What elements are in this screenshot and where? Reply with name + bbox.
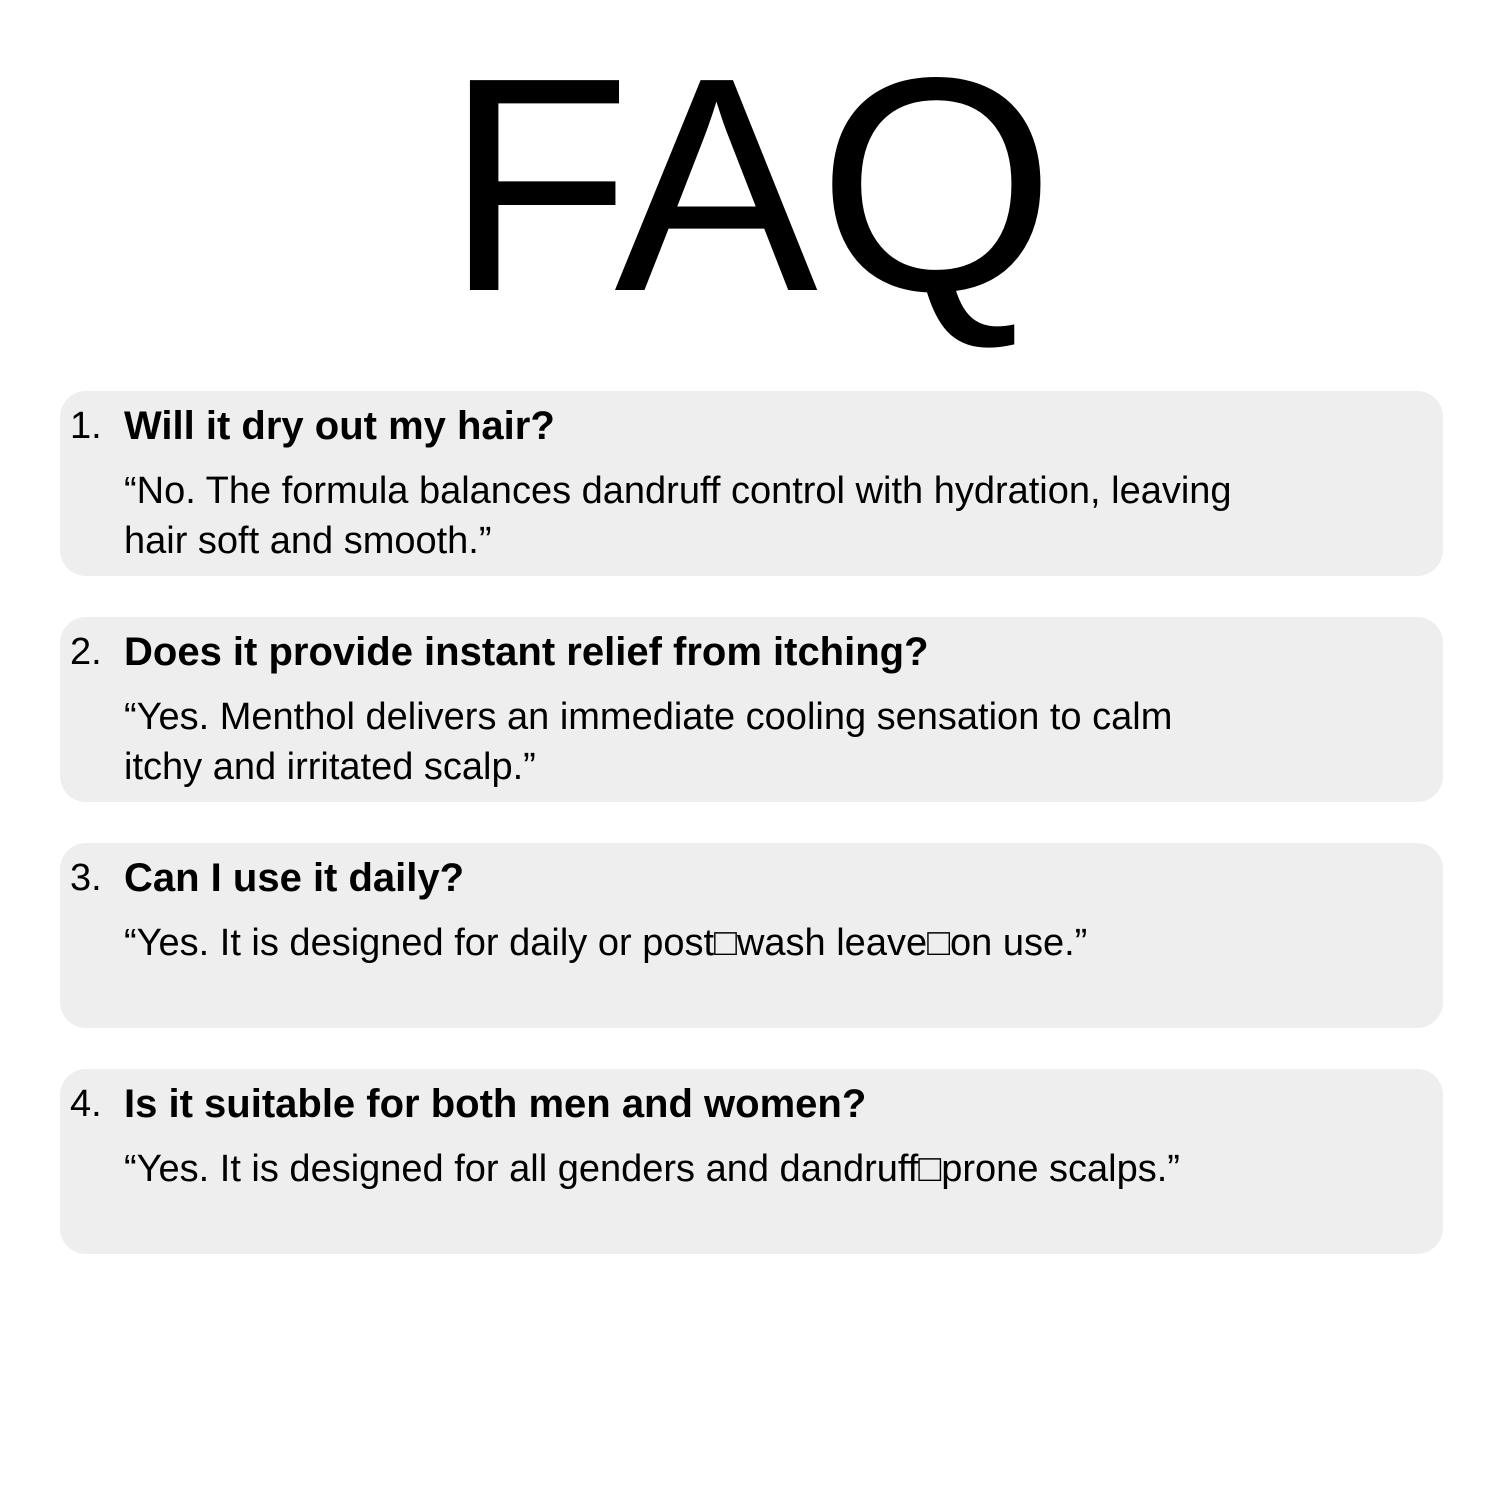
faq-answer: “Yes. It is designed for all genders and dandruff□prone scalps.” xyxy=(124,1148,1180,1190)
faq-number: 1. xyxy=(70,405,102,447)
faq-answer: “No. The formula balances dandruff control with hydration, leaving hair soft and smooth.” xyxy=(124,470,1232,562)
faq-item xyxy=(60,617,1443,802)
faq-number: 3. xyxy=(70,857,102,899)
faq-answer: “Yes. It is designed for daily or post□wash leave□on use.” xyxy=(124,922,1088,964)
faq-answer: “Yes. Menthol delivers an immediate cooling sensation to calm itchy and irritated scalp.” xyxy=(124,696,1173,788)
faq-question: Does it provide instant relief from itching? xyxy=(124,630,929,674)
faq-item xyxy=(60,1069,1443,1254)
faq-number: 4. xyxy=(70,1083,102,1125)
faq-list xyxy=(60,391,1443,1295)
faq-question: Will it dry out my hair? xyxy=(124,404,555,448)
faq-item xyxy=(60,843,1443,1028)
faq-question: Can I use it daily? xyxy=(124,856,465,900)
page-title: FAQ xyxy=(444,14,1056,355)
faq-number: 2. xyxy=(70,631,102,673)
faq-item xyxy=(60,391,1443,576)
faq-question: Is it suitable for both men and women? xyxy=(124,1082,867,1126)
